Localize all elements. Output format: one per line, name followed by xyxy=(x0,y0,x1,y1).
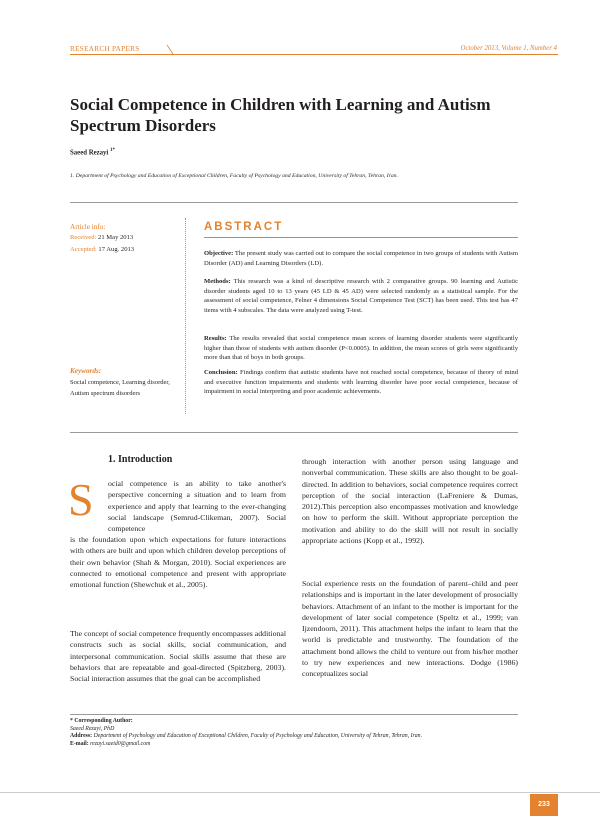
section-label: RESEARCH PAPERS xyxy=(70,45,140,53)
keywords-label: Keywords: xyxy=(70,367,102,375)
abstract-heading: ABSTRACT xyxy=(204,221,284,233)
divider xyxy=(70,432,518,433)
address: Department of Psychology and Education of Exceptional Children, Faculty of Psychology and Education, University of Tehran, Tehran, Iran. xyxy=(93,733,423,740)
email[interactable]: rezayi.saeid0@gmail.com xyxy=(90,740,151,747)
corresponding-author-footnote xyxy=(70,718,518,748)
article-info-label: Article info: xyxy=(70,223,106,231)
accepted-date-line xyxy=(70,246,134,253)
dotted-divider xyxy=(185,218,186,414)
section-arrow-icon xyxy=(166,44,174,55)
author-superscript: 1* xyxy=(110,148,116,153)
body-paragraph: ocial competence is an ability to take another's perspective concerning a situation and to learn from experience and apply that learning to the ever-changing social landscape (Semrud-Clikeman, 2007). Social competence xyxy=(108,479,286,534)
keywords-text: Social competence, Learning disorder, Autism spectrum disorders xyxy=(70,379,170,397)
issue-label: October 2013, Volume 1, Number 4 xyxy=(460,45,557,52)
divider xyxy=(70,714,518,715)
paper-title: Social Competence in Children with Learning and Autism Spectrum Disorders xyxy=(70,95,491,135)
divider xyxy=(70,202,518,203)
abstract-methods: Methods: This research was a kind of descriptive research with 2 comparative groups. 90 learning and Autistic disorder students aged 10 to 13 years (45 LD & 45 AD) were selected randomly as a statistical sample. For the assessment of social competence, Felner 4 dimensions Social Competence Test (SCT) has been used. This test has 47 items with 4 subscales. The data were analyzed using T-test. xyxy=(204,278,519,315)
footer-rule xyxy=(0,792,600,793)
body-paragraph: Social experience rests on the foundation of parent–child and peer relationships and is important in the later development of prosocially behaviors. Attachment of an infant to the mother is important for the development of later social competence (Speltz et al., 1999; van Ijzendoorn, 2011). This attachment helps the infant to learn that the world is predictable and trustworthy. The foundation of the attachment bond allows the child to venture out from his/her mother to try new experiences and new interactions. Dodge (1986) conceptualizes social xyxy=(302,579,518,679)
accepted-date: 17 Aug. 2013 xyxy=(98,246,135,253)
corresponding-label: * Corresponding Author: xyxy=(70,718,133,724)
body-paragraph: is the foundation upon which expectations for future interactions with others are built and upon which children develop perceptions of their own behavior (Shah & Morgan, 2010). Social experiences are connected to emotional competence and present with appropriate emotional function (Shewchuk et al., 2005). xyxy=(70,535,286,590)
affiliation: 1. Department of Psychology and Education of Exceptional Children, Faculty of Psychology and Education, University of Tehran, Tehran, Iran. xyxy=(70,173,398,179)
email-label: E-mail: xyxy=(70,740,89,747)
address-label: Address: xyxy=(70,733,93,740)
received-date-line xyxy=(70,234,133,241)
section-heading: 1. Introduction xyxy=(108,454,173,465)
accepted-label: Accepted: xyxy=(70,246,97,253)
author-name: Saeed Rezayi, PhD xyxy=(70,725,115,732)
abstract-results: Results: The results revealed that social competence mean scores of learning disorder students were significantly higher than those of students with autism disorder (P<0.0005). In addition, the mean scores of girls were significantly more than that of boys in both groups. xyxy=(204,335,519,362)
abstract-objective: Objective: The present study was carried out to compare the social competence in two groups of students with Autism Disorder (AD) and Learning Disorders (LD). xyxy=(204,250,519,267)
drop-cap: S xyxy=(68,474,94,525)
author: Saeed Rezayi $^{1*}$ xyxy=(70,148,116,157)
abstract-rule xyxy=(204,237,518,238)
abstract-conclusion: Conclusion: Findings confirm that autistic students have not reached social competence, because of theory of mind and executive function impairments and students with learning disorder have poor social competence, because of impairment in social interpreting and poor academic achievements. xyxy=(204,369,518,396)
body-paragraph: The concept of social competence frequently encompasses additional constructs such as social skills, social communication, and interpersonal communication. Social skills assume that these are behaviors that are repeatable and goal-directed (Spitzberg, 2003). Social interaction assumes that the goal can be accomplished xyxy=(70,629,286,684)
received-label: Received: xyxy=(70,234,97,241)
page-number: 233 xyxy=(530,794,558,816)
header-rule xyxy=(70,54,558,55)
body-paragraph: through interaction with another person using language and nonverbal communication. These skills are also thought to be goal-directed. In addition to behaviors, social competence requires correct perception of the social interaction (LaFreniere & Dumas, 2012).This perception also encompasses motivation and knowledge on how to perform the skill. Without appropriate perception the motivation and ability to do the skill will not result in socially appropriate actions (Kopp et al., 1992). xyxy=(302,457,518,546)
received-date: 21 May 2013 xyxy=(98,234,134,241)
